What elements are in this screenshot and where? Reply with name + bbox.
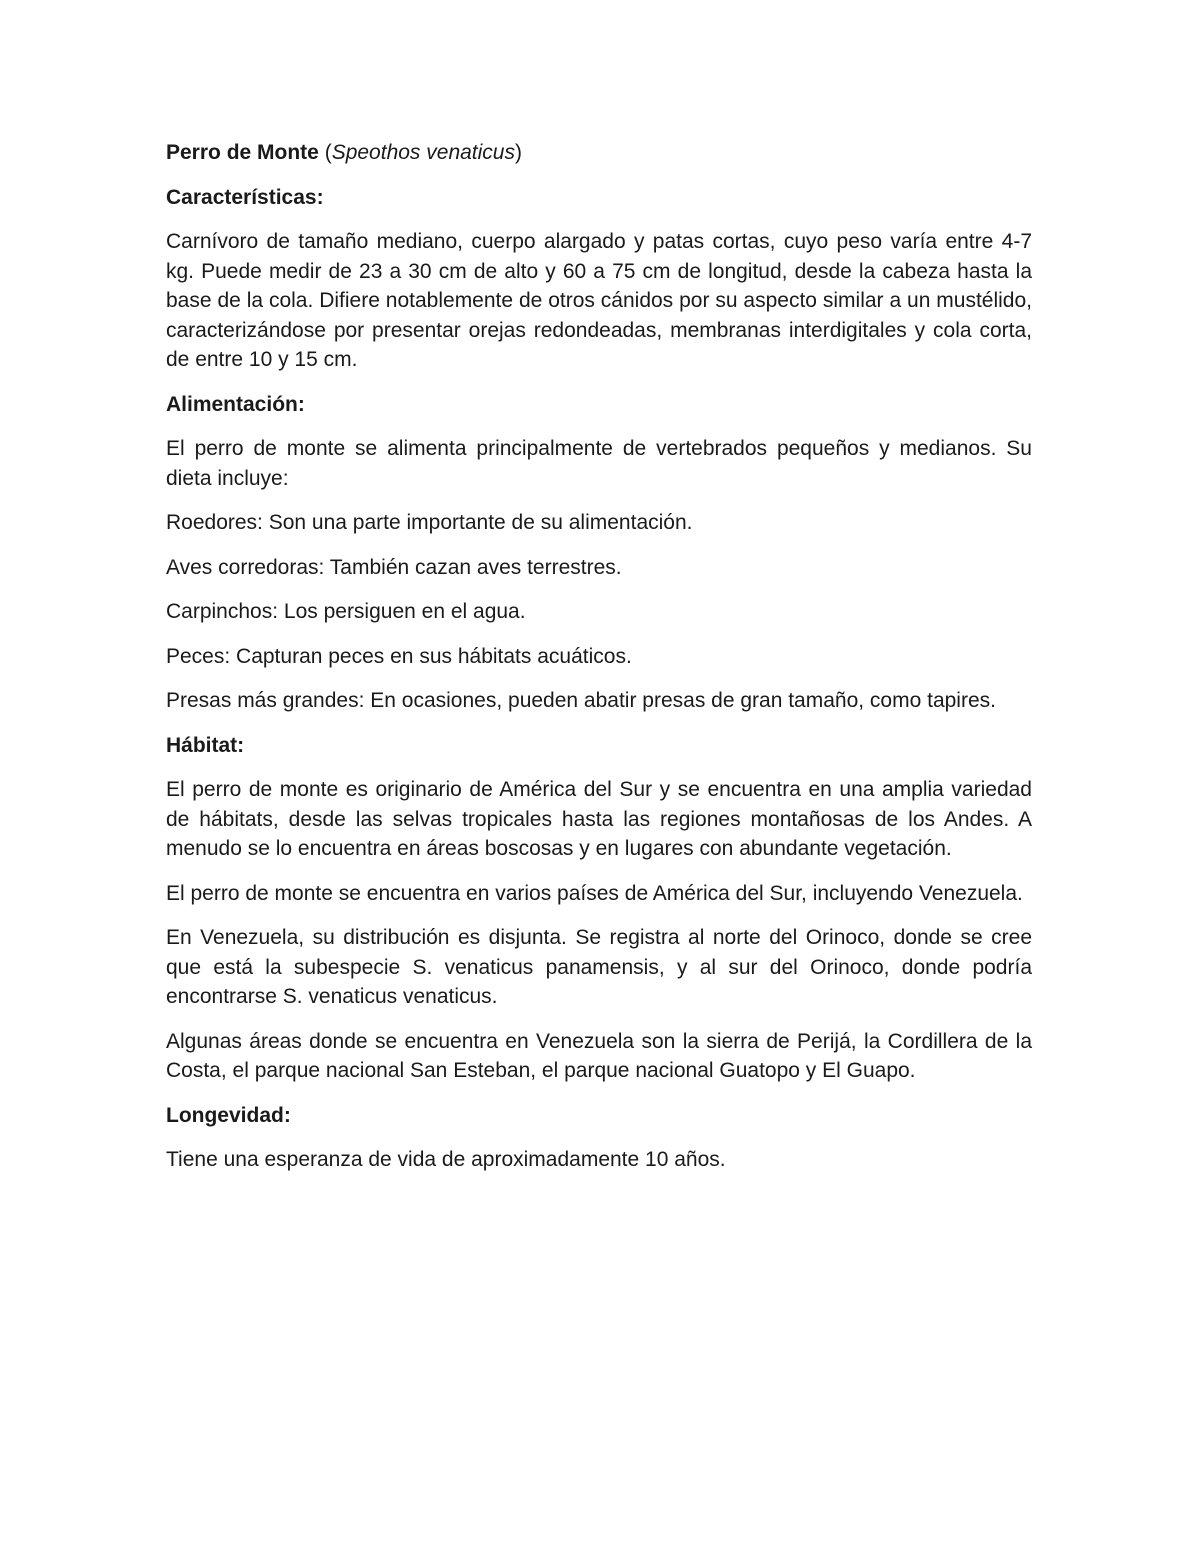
paragraph: Roedores: Son una parte importante de su alimentación. — [166, 511, 693, 534]
paragraph: El perro de monte se encuentra en varios países de América del Sur, incluyendo Venezuela. — [166, 881, 1023, 905]
title-open-paren: ( — [318, 141, 332, 164]
section-heading-longevidad: Longevidad: — [166, 1103, 291, 1127]
title-scientific-name: Speothos venaticus — [331, 141, 515, 164]
paragraph: Presas más grandes: En ocasiones, pueden abatir presas de gran tamaño, como tapires. — [166, 689, 996, 712]
paragraph: En Venezuela, su distribución es disjunta. Se registra al norte del Orinoco, donde se cree que está la subespecie S. venaticus panamensis, y al sur del Orinoco, donde podría encontrarse S. venaticus venaticus. — [166, 926, 1032, 1008]
section-heading-caracteristicas: Características: — [166, 185, 324, 209]
paragraph: Aves corredoras: También cazan aves terrestres. — [166, 555, 622, 579]
paragraph: El perro de monte es originario de América del Sur y se encuentra en una amplia variedad de hábitats, desde las selvas tropicales hasta las regiones montañosas de los Andes. A menudo se lo encuentra en áreas boscosas y en lugares con abundante vegetación. — [166, 778, 1032, 860]
paragraph: Tiene una esperanza de vida de aproximadamente 10 años. — [166, 1148, 726, 1171]
document-page — [166, 138, 1032, 1190]
paragraph: Peces: Capturan peces en sus hábitats acuáticos. — [166, 644, 632, 668]
title-close-paren: ) — [514, 141, 522, 164]
paragraph: Carpinchos: Los persiguen en el agua. — [166, 600, 526, 623]
section-heading-alimentacion: Alimentación: — [166, 392, 305, 416]
title-common-name: Perro de Monte — [166, 141, 319, 164]
paragraph: Algunas áreas donde se encuentra en Venezuela son la sierra de Perijá, la Cordillera de la Costa, el parque nacional San Esteban, el parque nacional Guatopo y El Guapo. — [166, 1029, 1032, 1082]
document-title — [166, 138, 1032, 168]
section-heading-habitat: Hábitat: — [166, 733, 245, 757]
paragraph: El perro de monte se alimenta principalmente de vertebrados pequeños y medianos. Su dieta incluye: — [166, 437, 1032, 490]
paragraph: Carnívoro de tamaño mediano, cuerpo alargado y patas cortas, cuyo peso varía entre 4-7 kg. Puede medir de 23 a 30 cm de alto y 60 a 75 cm de longitud, desde la cabeza hasta la base de la cola. Difiere notablemente de otros cánidos por su aspecto similar a un mustélido, caracterizándose por presentar orejas redondeadas, membranas interdigitales y cola corta, de entre 10 y 15 cm. — [166, 230, 1032, 371]
